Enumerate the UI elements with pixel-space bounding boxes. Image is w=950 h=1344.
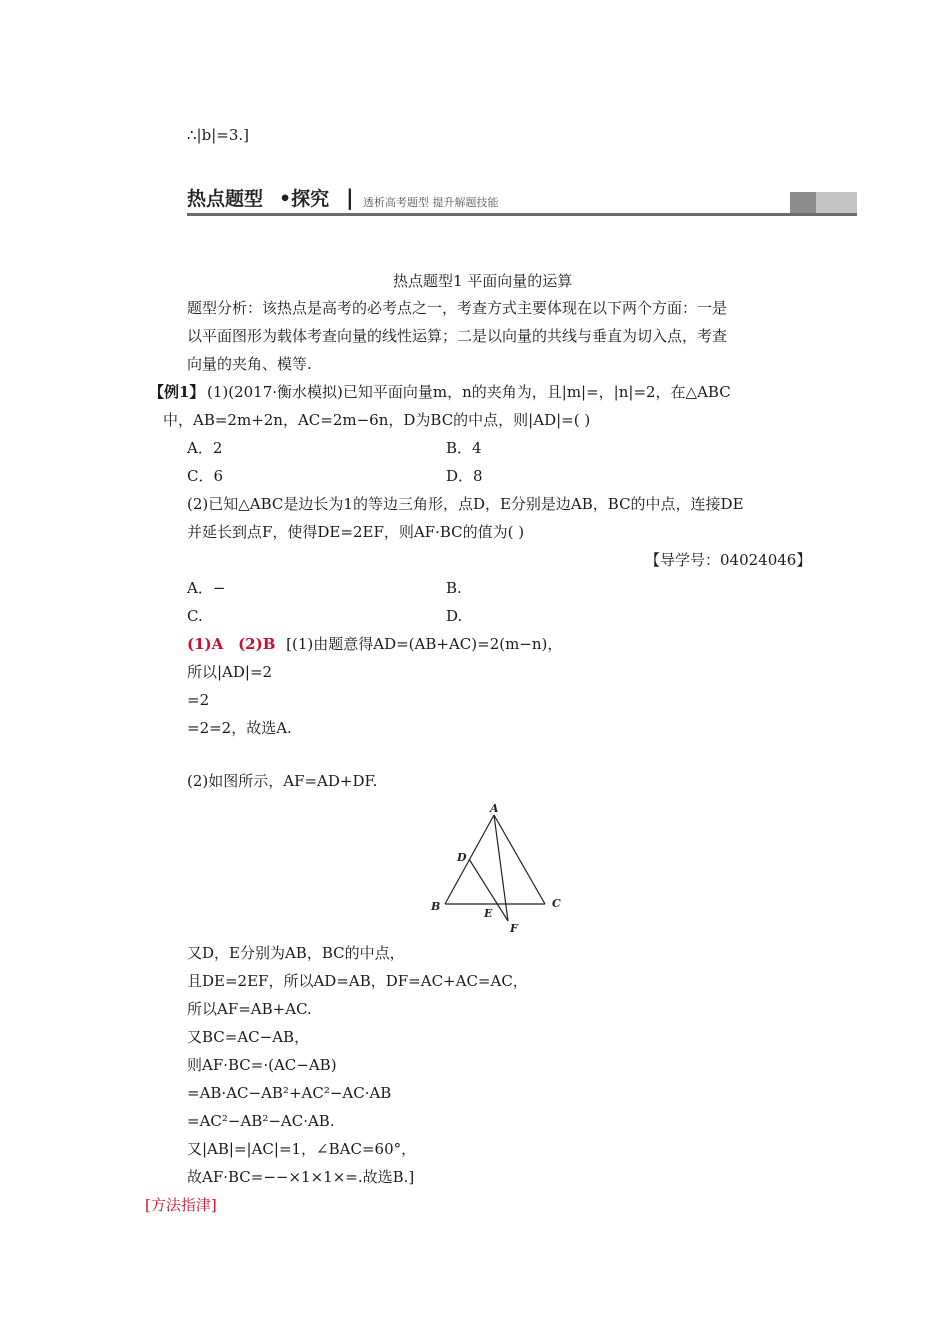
option-c: C．6 bbox=[187, 467, 224, 485]
option-b: B．4 bbox=[446, 439, 482, 457]
option-a: A．− bbox=[187, 579, 226, 597]
label-b: B bbox=[431, 900, 441, 913]
option-b: B. bbox=[446, 579, 462, 597]
analysis-line: 以平面图形为载体考查向量的线性运算；二是以向量的共线与垂直为切入点，考查 bbox=[187, 327, 728, 345]
answer-line bbox=[187, 633, 562, 655]
solution-line: =AB·AC−AB²+AC²−AC·AB bbox=[187, 1084, 392, 1102]
answer-1: (1)A bbox=[187, 635, 224, 653]
question-2-line: (2)已知△ABC是边长为1的等边三角形，点D，E分别是边AB，BC的中点，连接DE bbox=[187, 495, 744, 513]
option-c: C. bbox=[187, 607, 203, 625]
option-d: D. bbox=[446, 607, 463, 625]
solution-line: 所以AF=AB+AC. bbox=[187, 1000, 312, 1018]
label-f: F bbox=[510, 922, 518, 935]
side-ac bbox=[494, 815, 545, 904]
method-heading: [方法指津] bbox=[145, 1196, 217, 1214]
solution-line: 又D，E分别为AB，BC的中点， bbox=[187, 944, 405, 962]
label-c: C bbox=[552, 897, 561, 910]
label-d: D bbox=[457, 851, 467, 864]
banner-title-explore: •探究 bbox=[279, 188, 330, 210]
triangle-figure bbox=[420, 798, 580, 938]
option-a: A．2 bbox=[187, 439, 223, 457]
example-tag: 【例1】 bbox=[149, 383, 205, 401]
solution-line: 则AF·BC=·(AC−AB) bbox=[187, 1056, 337, 1074]
solution-line: 且DE=2EF，所以AD=AB，DF=AC+AC=AC， bbox=[187, 972, 528, 990]
segment-af bbox=[494, 815, 508, 921]
guide-number: 【导学号：04024046】 bbox=[645, 551, 812, 569]
banner-subtitle: 透析高考题型 提升解题技能 bbox=[363, 196, 499, 209]
banner-title: 热点题型 bbox=[187, 188, 264, 210]
solution-line: =2 bbox=[187, 691, 210, 709]
banner-separator: | bbox=[346, 186, 354, 210]
banner-rule bbox=[187, 213, 857, 216]
label-e: E bbox=[484, 907, 493, 920]
banner-block-light bbox=[816, 192, 857, 213]
question-2-line: 并延长到点F，使得DE=2EF，则AF·BC的值为( ) bbox=[187, 523, 525, 541]
banner-block-dark bbox=[790, 192, 816, 213]
section-title: 热点题型1 平面向量的运算 bbox=[393, 272, 573, 290]
question-1-line: 中，AB=2m+2n，AC=2m−6n，D为BC的中点，则|AD|=( ) bbox=[163, 411, 591, 429]
solution-line: =2=2，故选A. bbox=[187, 719, 292, 737]
solution-line: 又BC=AC−AB， bbox=[187, 1028, 310, 1046]
analysis-line: 向量的夹角、模等. bbox=[187, 355, 312, 373]
analysis-line: 题型分析：该热点是高考的必考点之一，考查方式主要体现在以下两个方面：一是 bbox=[187, 299, 728, 317]
solution-line: =AC²−AB²−AC·AB. bbox=[187, 1112, 335, 1130]
solution-text: [(1)由题意得AD=(AB+AC)=2(m−n)， bbox=[286, 635, 563, 653]
label-a: A bbox=[490, 802, 499, 815]
question-1-line: (1)(2017·衡水模拟)已知平面向量m，n的夹角为，且|m|=，|n|=2，在△ABC bbox=[207, 383, 731, 401]
solution-line: 又|AB|=|AC|=1，∠BAC=60°， bbox=[187, 1140, 417, 1158]
solution-line: (2)如图所示，AF=AD+DF. bbox=[187, 772, 378, 790]
previous-conclusion: ∴|b|=3.] bbox=[187, 126, 249, 144]
solution-line: 故AF·BC=−−×1×1×=.故选B.] bbox=[187, 1168, 415, 1186]
answer-2: (2)B bbox=[238, 635, 276, 653]
option-d: D．8 bbox=[446, 467, 483, 485]
solution-line: 所以|AD|=2 bbox=[187, 663, 273, 681]
